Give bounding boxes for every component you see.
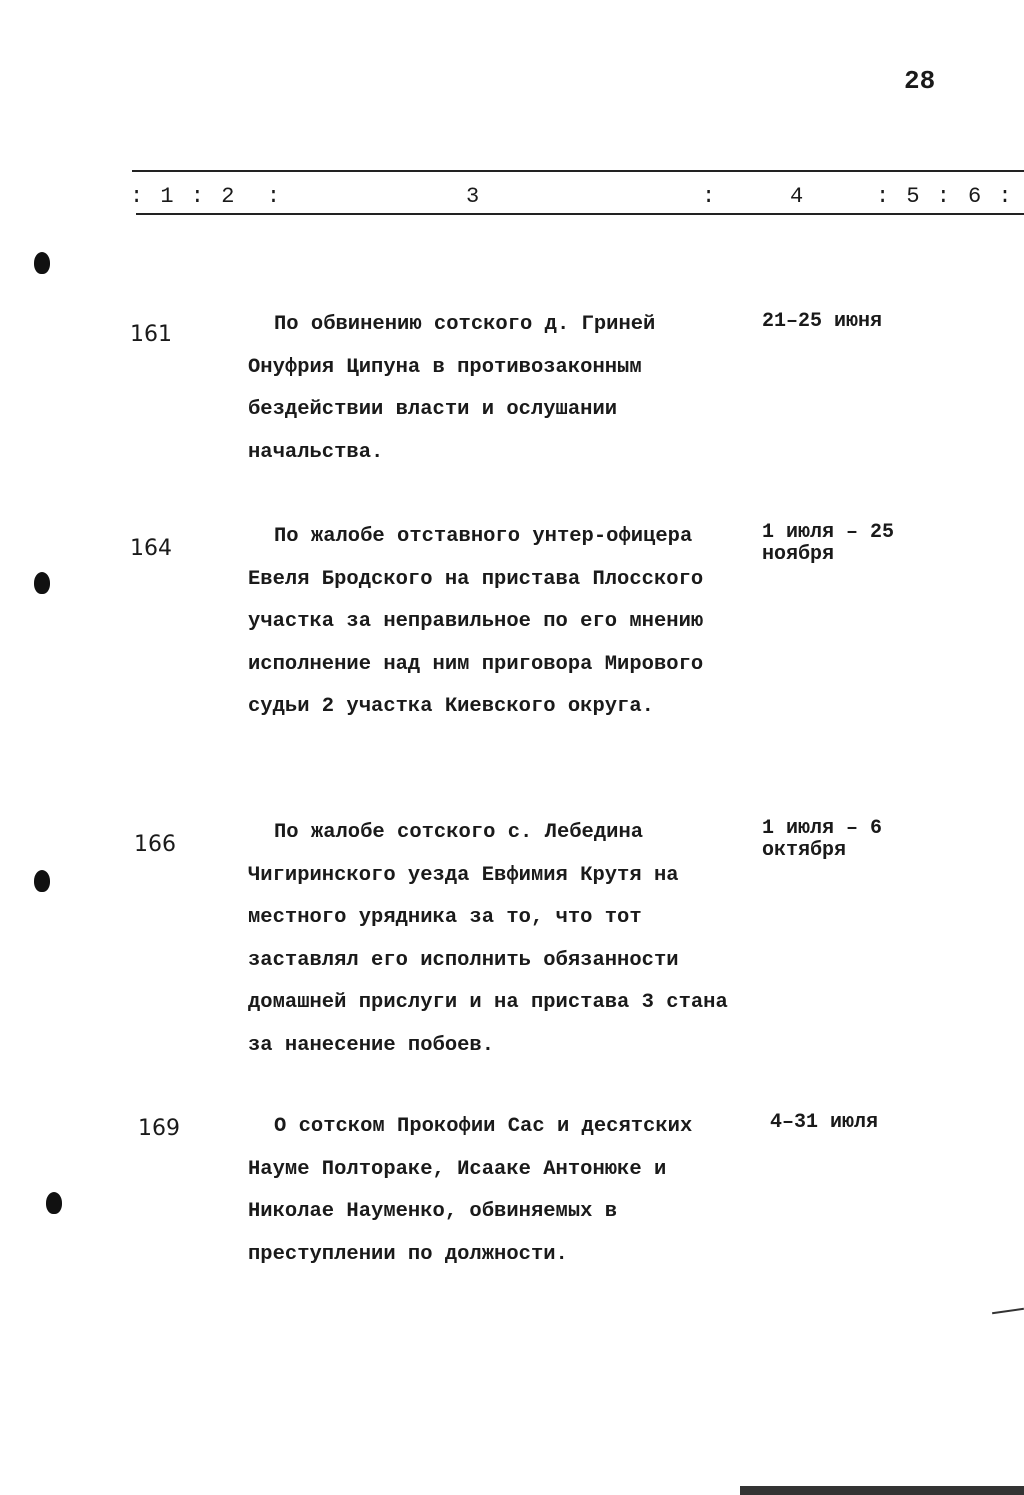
column-head-5: : 5 : (876, 184, 953, 209)
entry-date: 1 июля – 6 октября (762, 817, 883, 862)
binder-hole-mark (34, 572, 50, 594)
binder-hole-mark (34, 870, 50, 892)
binder-hole-mark (34, 252, 50, 274)
entry-text: По обвинению сотского д. Гриней Онуфрия Ципуна в противозаконным бездействии власти и ослушании начальства. (248, 313, 656, 464)
entry-text: По жалобе отставного унтер-офицера Евеля Бродского на пристава Плосского участка за неправильное по его мнению исполнение над ним приговора Мирового судьи 2 участка Киевского округа. (248, 525, 704, 718)
scan-mark (992, 1308, 1024, 1314)
scan-edge-mark (740, 1486, 1024, 1495)
column-head-4: 4 (790, 184, 806, 209)
header-rule-bottom (136, 213, 1024, 215)
entry-date: 4–31 июля (770, 1111, 879, 1134)
entry-text: По жалобе сотского с. Лебедина Чигиринского уезда Евфимия Крутя на местного урядника за то, что тот заставлял его исполнить обязанности домашней прислуги и на пристава 3 стана за нанесение побоев. (248, 821, 728, 1057)
entry-number: 169 (138, 1116, 180, 1141)
binder-hole-mark (46, 1192, 62, 1214)
entry-text: О сотском Прокофии Сас и десятских Науме Полтораке, Исааке Антонюке и Николае Науменко, обвиняемых в преступлении по должности. (248, 1115, 693, 1266)
entry-date: 1 июля – 25 ноября (762, 521, 895, 566)
entry-number: 166 (134, 832, 176, 857)
header-rule-top (132, 170, 1024, 172)
entry-number: 164 (130, 536, 172, 561)
entry-number: 161 (130, 322, 172, 347)
entry-date: 21–25 июня (762, 310, 883, 333)
column-head-separator: : (702, 184, 718, 209)
column-head-6: 6 : (968, 184, 1014, 209)
page-number: 28 (904, 66, 936, 96)
column-head-1-2: : 1 : 2 : (130, 184, 283, 209)
column-head-3: 3 (466, 184, 482, 209)
